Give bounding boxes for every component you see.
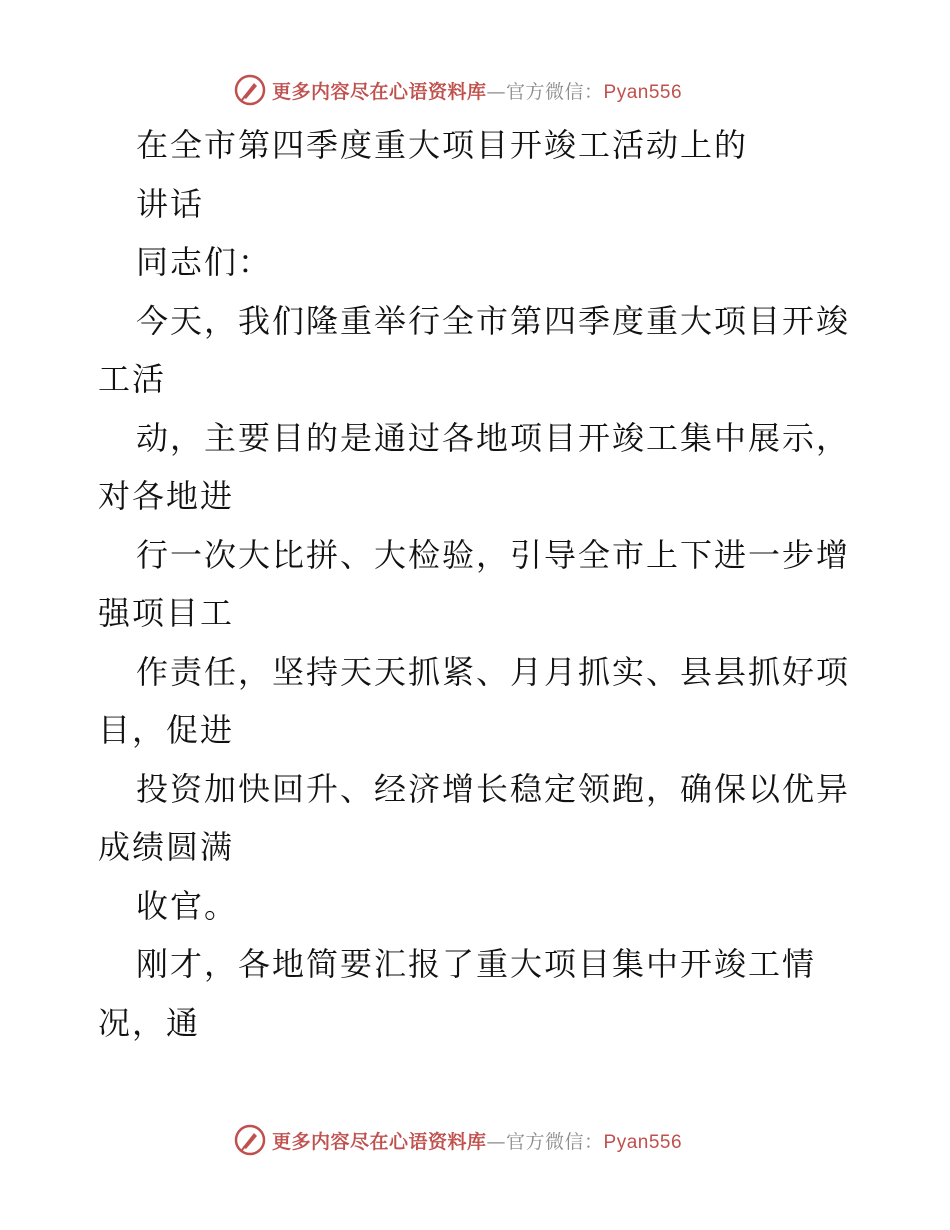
- quill-logo-icon: [234, 74, 266, 106]
- text-line: 投资加快回升、经济增长稳定领跑，确保以优异: [136, 769, 851, 808]
- watermark-text: 更多内容尽在心语资料库—官方微信：Pyan556: [272, 80, 683, 103]
- footer-watermark: [234, 1122, 682, 1158]
- text-line: 成绩圆满: [98, 828, 235, 866]
- text-line: 动，主要目的是通过各地项目开竣工集中展示，: [136, 418, 851, 457]
- text-line: 同志们：: [136, 243, 273, 281]
- text-line: 目，促进: [98, 711, 235, 749]
- text-line: 今天，我们隆重举行全市第四季度重大项目开竣: [136, 301, 851, 340]
- text-line: 对各地进: [98, 477, 235, 515]
- header-watermark: [234, 72, 682, 108]
- text-line: 强项目工: [98, 594, 235, 632]
- document-body: [98, 116, 878, 1052]
- watermark-text: 更多内容尽在心语资料库—官方微信：Pyan556: [272, 1130, 683, 1153]
- text-line: 刚才，各地简要汇报了重大项目集中开竣工情: [136, 945, 817, 983]
- text-line: 况，通: [98, 1003, 201, 1042]
- quill-logo-icon: [234, 1124, 266, 1156]
- text-line: 作责任，坚持天天抓紧、月月抓实、县县抓好项: [136, 652, 851, 691]
- text-line: 工活: [98, 360, 167, 398]
- text-line: 行一次大比拼、大检验，引导全市上下进一步增: [136, 535, 851, 574]
- text-line: 讲话: [136, 184, 205, 223]
- text-line: 在全市第四季度重大项目开竣工活动上的: [136, 126, 749, 164]
- text-line: 收官。: [136, 886, 239, 925]
